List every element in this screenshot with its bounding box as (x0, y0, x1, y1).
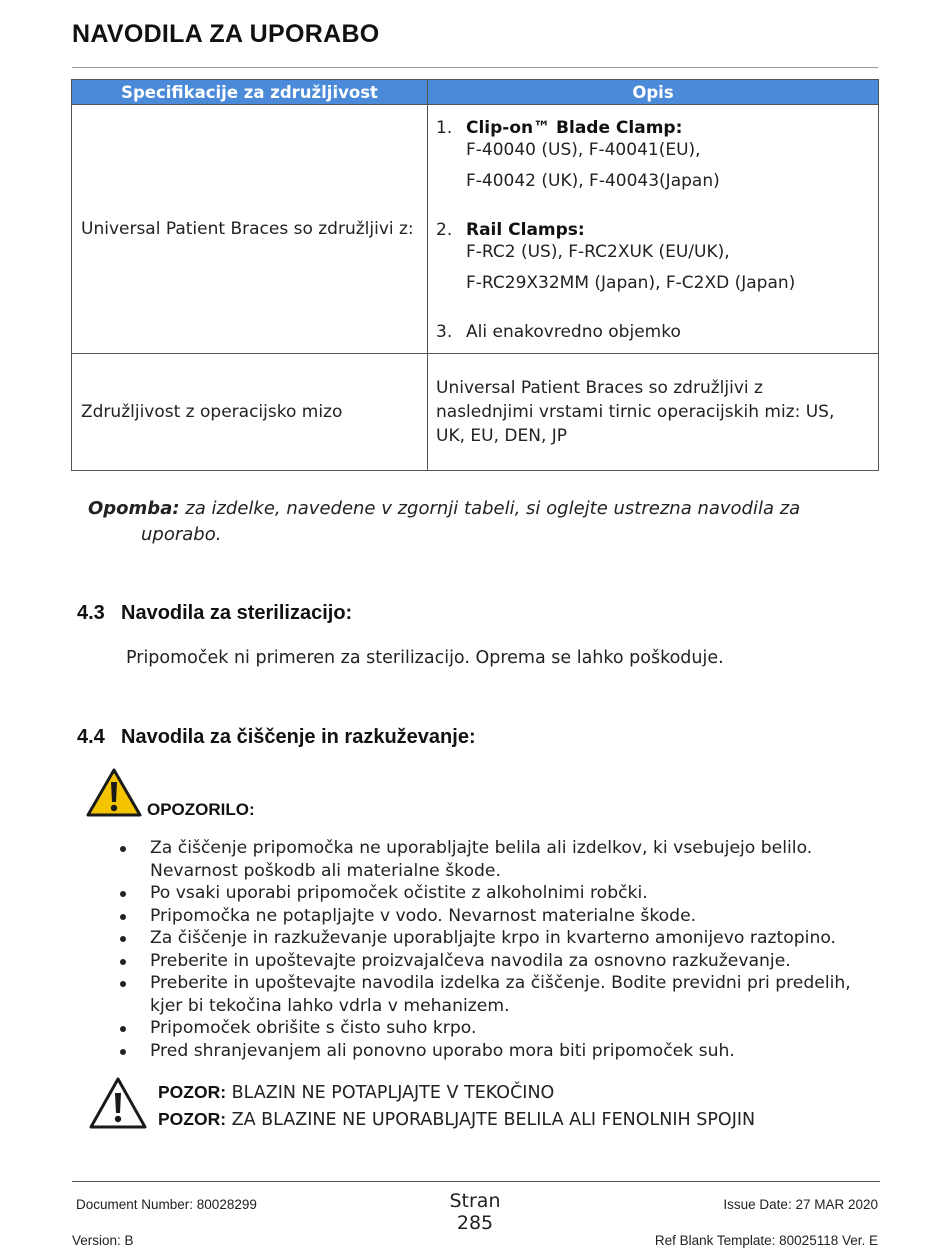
list-item-text: Ali enakovredno objemko (466, 322, 681, 342)
list-item (436, 220, 872, 293)
list-item-line: F-40042 (UK), F-40043(Japan) (466, 171, 720, 191)
caution-line (158, 1109, 755, 1130)
list-item-title: Rail Clamps: (466, 220, 585, 240)
warning-icon (86, 768, 142, 818)
list-item-number: 2. (436, 220, 453, 240)
caution-line (158, 1082, 554, 1103)
table-header-opis: Opis (428, 80, 879, 105)
list-item-number: 1. (436, 118, 453, 138)
list-item: Za čiščenje pripomočka ne uporabljajte belila ali izdelkov, ki vsebujejo belilo. Nevarnost poškodb ali materialne škode. (115, 837, 875, 882)
table-row (72, 105, 879, 354)
section-number: 4.3 (77, 602, 105, 624)
section-heading-4-4 (77, 726, 476, 749)
section-body-4-3: Pripomoček ni primeren za sterilizacijo. Oprema se lahko poškoduje. (126, 648, 724, 668)
list-item: Pripomočka ne potapljajte v vodo. Nevarnost materialne škode. (115, 905, 875, 928)
note-label: Opomba: (88, 498, 180, 519)
list-item: Za čiščenje in razkuževanje uporabljajte krpo in kvarterno amonijevo raztopino. (115, 927, 875, 950)
title-divider (72, 67, 878, 68)
caution-label: POZOR: (158, 1109, 227, 1129)
footer-document-number: Document Number: 80028299 (76, 1197, 257, 1212)
footer-template: Ref Blank Template: 80025118 Ver. E (654, 1233, 878, 1248)
list-item-title: Clip-on™ Blade Clamp: (466, 118, 683, 138)
caution-text: BLAZIN NE POTAPLJAJTE V TEKOČINO (226, 1083, 555, 1103)
caution-icon (88, 1076, 148, 1130)
table-header-row (72, 80, 879, 105)
table-header-spec: Specifikacije za združljivost (72, 80, 428, 105)
page-title: NAVODILA ZA UPORABO (72, 20, 380, 48)
list-item (436, 118, 872, 191)
warning-list (115, 837, 875, 1062)
footer-page-number: Stran 285 (449, 1190, 501, 1234)
list-item: Preberite in upoštevajte proizvajalčeva navodila za osnovno razkuževanje. (115, 950, 875, 973)
caution-text: ZA BLAZINE NE UPORABLJAJTE BELILA ALI FENOLNIH SPOJIN (226, 1110, 756, 1130)
note-text-continued: uporabo. (141, 524, 222, 545)
footer-issue-date: Issue Date: 27 MAR 2020 (723, 1197, 878, 1212)
list-item: Preberite in upoštevajte navodila izdelka za čiščenje. Bodite previdni pri predelih, kjer bi tekočina lahko vdrla v mehanizem. (115, 972, 875, 1017)
footer-divider (72, 1181, 880, 1182)
note (88, 496, 848, 548)
list-item-line: F-RC2 (US), F-RC2XUK (EU/UK), (466, 242, 730, 262)
list-item-line: F-RC29X32MM (Japan), F-C2XD (Japan) (466, 273, 796, 293)
compatibility-table (71, 79, 879, 471)
list-item (436, 322, 872, 342)
list-item: Po vsaki uporabi pripomoček očistite z alkoholnimi robčki. (115, 882, 875, 905)
note-text: za izdelke, navedene v zgornji tabeli, si oglejte ustrezna navodila za (179, 498, 801, 519)
footer-version: Version: B (72, 1233, 134, 1248)
list-item: Pripomoček obrišite s čisto suho krpo. (115, 1017, 875, 1040)
caution-label: POZOR: (158, 1082, 227, 1102)
table-cell-opis (428, 354, 879, 471)
list-item-number: 3. (436, 322, 453, 342)
table-cell-opis (428, 105, 879, 354)
table-row (72, 354, 879, 471)
section-number: 4.4 (77, 726, 105, 748)
table-cell-spec: Universal Patient Braces so združljivi z: (72, 105, 428, 354)
table-cell-description: Universal Patient Braces so združljivi z naslednjimi vrstami tirnic operacijskih miz: US, UK, EU, DEN, JP (436, 378, 835, 446)
section-heading-4-3 (77, 602, 352, 625)
section-title: Navodila za čiščenje in razkuževanje: (121, 726, 476, 748)
section-title: Navodila za sterilizacijo: (121, 602, 353, 624)
list-item: Pred shranjevanjem ali ponovno uporabo mora biti pripomoček suh. (115, 1040, 875, 1063)
warning-label: OPOZORILO: (147, 800, 255, 819)
table-cell-spec: Združljivost z operacijsko mizo (72, 354, 428, 471)
list-item-line: F-40040 (US), F-40041(EU), (466, 140, 701, 160)
